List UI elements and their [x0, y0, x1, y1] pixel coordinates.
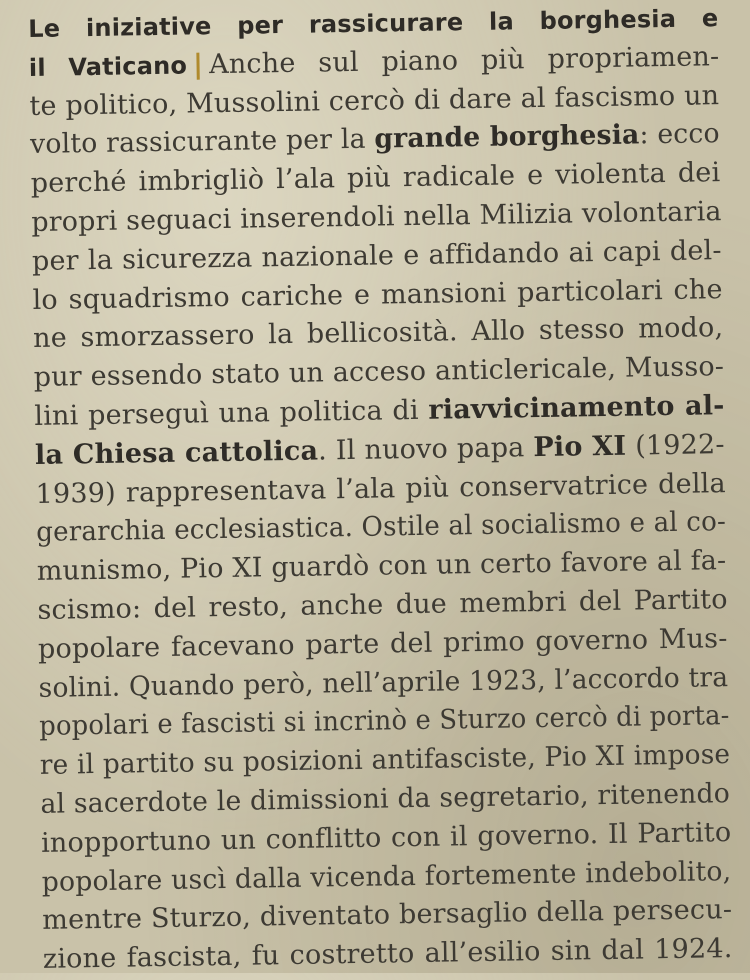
body-line-4-b: : ecco — [639, 118, 721, 151]
body-line-9: ne smorzassero la bellicosità. Allo stesso modo, — [32, 312, 724, 355]
body-line-13: 1939) rappresentava l’ala più conservatrice della — [35, 467, 727, 510]
keyword-grande-borghesia: grande borghesia — [374, 119, 640, 155]
body-line-21: al sacerdote le dimissioni da segretario, ritenendo — [40, 778, 731, 820]
body-line-5: perché imbrigliò l’ala più radicale e violenta dei — [30, 157, 721, 200]
keyword-chiesa-cattolica: la Chiesa cattolica — [34, 435, 319, 471]
body-line-4-a: volto rassicurante per la — [29, 123, 375, 161]
body-line-14: gerarchia ecclesiastica. Ostile al socialismo e al co- — [35, 506, 727, 549]
text-page — [28, 0, 743, 980]
body-line-2: Anche sul piano più propriamen- — [208, 40, 720, 80]
body-line-8: lo squadrismo cariche e mansioni particolari che — [32, 273, 723, 316]
heading-separator: | — [192, 49, 204, 81]
body-line-17: popolare facevano parte del primo governo Mus- — [37, 622, 728, 665]
body-line-20: re il partito su posizioni antifasciste, Pio XI impose — [39, 739, 731, 782]
body-line-16: scismo: del resto, anche due membri del Partito — [37, 584, 728, 626]
body-line-19: popolari e fascisti si incrinò e Sturzo cercò di porta- — [39, 700, 730, 743]
body-line-18: solini. Quando però, nell’aprile 1923, l’accordo tra — [38, 661, 729, 704]
heading-line-1: Le iniziative per rassicurare la borghesia e — [28, 4, 719, 43]
body-line-12-b: (1922- — [626, 428, 725, 462]
body-line-7: per la sicurezza nazionale e affidando ai capi del- — [31, 234, 722, 277]
body-line-10: pur essendo stato un acceso anticlericale, Musso- — [33, 351, 725, 394]
body-line-25: zione fascista, fu costretto all’esilio sin dal 1924. — [42, 933, 733, 976]
keyword-riavvicinamento: riavvicinamento al- — [428, 390, 725, 426]
body-line-15: munismo, Pio XI guardò con un certo favore al fa- — [36, 545, 727, 588]
body-line-3: te politico, Mussolini cercò di dare al fascismo un — [29, 79, 720, 122]
body-line-11-a: lini perseguì una politica di — [34, 394, 429, 432]
body-line-23: popolare uscì dalla vicenda fortemente indebolito, — [41, 855, 732, 898]
body-line-22: inopportuno un conflitto con il governo. Il Partito — [40, 816, 732, 859]
heading-part-2: il Vaticano — [28, 51, 188, 82]
keyword-pio-xi: Pio XI — [533, 430, 627, 463]
body-line-6: propri seguaci inserendoli nella Milizia volontaria — [31, 196, 722, 238]
body-line-24: mentre Sturzo, diventato bersaglio della persecu- — [42, 894, 733, 937]
body-line-12-a: . Il nuovo papa — [317, 431, 534, 467]
